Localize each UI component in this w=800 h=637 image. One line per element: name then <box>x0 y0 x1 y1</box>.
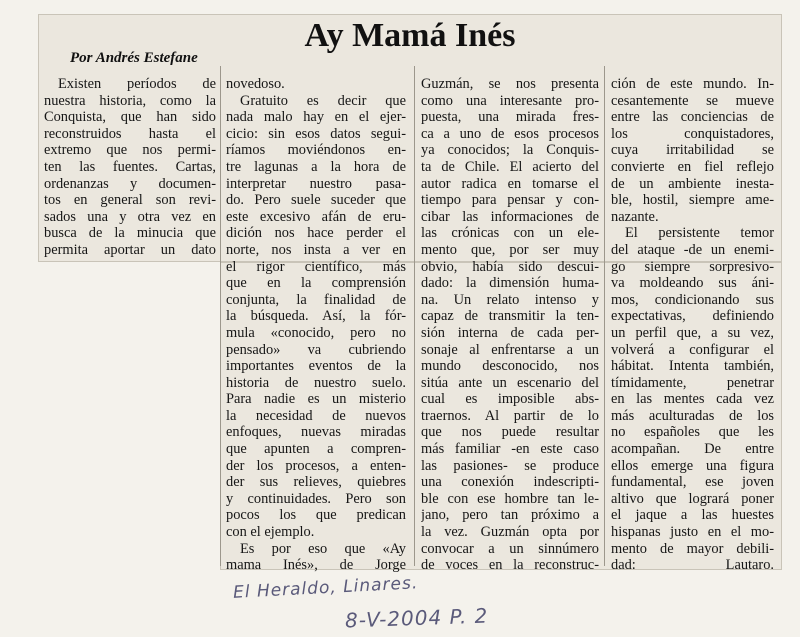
article-line: cibar las informaciones de <box>421 208 599 225</box>
article-line: novedoso. <box>226 76 285 92</box>
article-line: el jaque a las huestes <box>611 507 774 524</box>
article-line: ya conocidos; la Conquis- <box>421 142 599 159</box>
article-line: nazante. <box>611 208 659 225</box>
article-column-1 <box>44 76 216 259</box>
article-line: pocos los que predican <box>226 507 406 524</box>
article-line: extremo que nos permi- <box>44 142 216 159</box>
article-line: na. Un relato intenso y <box>421 291 599 308</box>
article-line: cicio: sin esos datos segui- <box>226 125 406 142</box>
article-column-3 <box>421 76 599 574</box>
handwritten-source-note: El Heraldo, Linares. <box>232 573 419 603</box>
article-line: enfoques, nuevas miradas <box>226 424 406 441</box>
article-line: ellos emerge una figura <box>611 457 774 474</box>
handwritten-date-note: 8-V-2004 P. 2 <box>344 603 489 633</box>
article-byline: Por Andrés Estefane <box>70 50 198 66</box>
article-line: pensado» va cubriendo <box>226 341 406 358</box>
article-line: dad: Lautaro. <box>611 557 774 574</box>
article-line: jano, pero tan próximo a <box>421 507 599 524</box>
article-line: no españoles que les <box>611 424 774 441</box>
article-line: interpretar nuestro pasa- <box>226 175 406 192</box>
article-line: que en la comprensión <box>226 275 406 292</box>
article-line: en las mentes cada vez <box>611 391 774 408</box>
article-line: Para nadie es un misterio <box>226 391 406 408</box>
article-line: conjunta, la finalidad de <box>226 291 406 308</box>
article-line: autor radica en tomarse el <box>421 175 599 192</box>
article-line: acompañan. De entre <box>611 441 774 458</box>
article-line: sonaje al enfrentarse a un <box>421 341 599 358</box>
article-line: las crónicas con un ele- <box>421 225 599 242</box>
article-line: cesantemente se mueve <box>611 92 774 109</box>
article-line: Es por eso que «Ay <box>240 540 406 557</box>
article-line: do. Pero suele suceder que <box>226 192 406 209</box>
article-line: mento que, por ser muy <box>421 241 599 258</box>
article-line: traernos. Al partir de lo <box>421 407 599 424</box>
article-line: tos en general son revi- <box>44 192 216 209</box>
article-line: ríamos moviéndonos en- <box>226 142 406 159</box>
article-line: ca a uno de esos procesos <box>421 125 599 142</box>
article-line: los conquistadores, <box>611 125 774 142</box>
article-line: este excesivo afán de eru- <box>226 208 406 225</box>
article-line: puesta, una mirada fres- <box>421 109 599 126</box>
article-line: cual es imposible abs- <box>421 391 599 408</box>
article-line: y continuidades. Pero son <box>226 490 406 507</box>
article-line: norte, nos insta a ver en <box>226 241 406 258</box>
article-line: El persistente temor <box>625 225 774 242</box>
column-rule <box>604 66 605 566</box>
article-line: busca de la minucia que <box>44 225 216 242</box>
article-line: Conquista, que han sido <box>44 109 216 126</box>
article-line: ordenanzas y documen- <box>44 175 216 192</box>
article-line: la búsqueda. Así, la fór- <box>226 308 406 325</box>
article-line: sados una y otra vez en <box>44 208 216 225</box>
column-rule <box>414 66 415 566</box>
article-column-2 <box>226 76 406 574</box>
article-line: mula «conocido, pero no <box>226 324 406 341</box>
article-line: ble con ese hombre tan le- <box>421 490 599 507</box>
article-line: una conexión indescripti- <box>421 474 599 491</box>
article-line: capaz de transmitir la ten- <box>421 308 599 325</box>
article-line: convocar a un sinnúmero <box>421 540 599 557</box>
article-line: permita aportar un dato <box>44 241 216 258</box>
article-line: dición nos hace perder el <box>226 225 406 242</box>
article-line: nada malo hay en el ejer- <box>226 109 406 126</box>
article-line: fundamental, ese joven <box>611 474 774 491</box>
article-line: sitúa ante un escenario del <box>421 374 599 391</box>
article-line: tímidamente, penetrar <box>611 374 774 391</box>
article-line: go siempre sorpresivo- <box>611 258 774 275</box>
article-line: convierte en fiel reflejo <box>611 158 774 175</box>
article-column-4 <box>611 76 774 574</box>
article-line: tiempo para pensar y con- <box>421 192 599 209</box>
article-line: nuestra historia, como la <box>44 92 216 109</box>
article-line: un perfil que, a su vez, <box>611 324 774 341</box>
article-line: que nos puede resultar <box>421 424 599 441</box>
article-line: reconstruidos hasta el <box>44 125 216 142</box>
article-line: las pasiones- se produce <box>421 457 599 474</box>
article-line: entre las conciencias de <box>611 109 774 126</box>
article-line: ten las fuentes. Cartas, <box>44 158 216 175</box>
article-line: volverá a configurar el <box>611 341 774 358</box>
article-line: sión interna de cada per- <box>421 324 599 341</box>
article-line: va moldeando sus áni- <box>611 275 774 292</box>
article-line: historia de nuestro suelo. <box>226 374 406 391</box>
column-rule <box>220 66 221 566</box>
article-line: obvio, había sido descui- <box>421 258 599 275</box>
article-line: expectativas, definiendo <box>611 308 774 325</box>
article-line: mento de mayor debili- <box>611 540 774 557</box>
article-line: mundo desconocido, nos <box>421 358 599 375</box>
article-line: cuya irritabilidad se <box>611 142 774 159</box>
article-line: dado: la dimensión huma- <box>421 275 599 292</box>
article-title: Ay Mamá Inés <box>304 17 516 54</box>
article-line: de un ambiente inesta- <box>611 175 774 192</box>
article-line: mama Inés», de Jorge <box>226 557 406 574</box>
article-line: el rigor científico, más <box>226 258 406 275</box>
article-line: ción de este mundo. In- <box>611 76 774 92</box>
article-line: la necesidad de nuevos <box>226 407 406 424</box>
article-line: altivo que logrará poner <box>611 490 774 507</box>
article-line: Guzmán, se nos presenta <box>421 76 599 92</box>
article-line: ble, hostil, siempre ame- <box>611 192 774 209</box>
article-line: der sus relieves, quiebres <box>226 474 406 491</box>
article-line: del ataque -de un enemi- <box>611 241 774 258</box>
article-line: más familiar -en este caso <box>421 441 599 458</box>
article-line: Gratuito es decir que <box>240 92 406 109</box>
article-line: der los procesos, a enten- <box>226 457 406 474</box>
article-line: con el ejemplo. <box>226 524 315 541</box>
article-line: que apunten a compren- <box>226 441 406 458</box>
article-line: ta de Chile. El acierto del <box>421 158 599 175</box>
article-line: como una interesante pro- <box>421 92 599 109</box>
article-line: de voces en la reconstruc- <box>421 557 599 574</box>
article-line: la vez. Guzmán opta por <box>421 524 599 541</box>
article-line: Existen períodos de <box>58 76 216 92</box>
article-line: más aculturadas de los <box>611 407 774 424</box>
article-line: importantes eventos de la <box>226 358 406 375</box>
article-line: mos, condicionando sus <box>611 291 774 308</box>
article-line: hábitat. Intenta también, <box>611 358 774 375</box>
article-line: hispanas justo en el mo- <box>611 524 774 541</box>
article-line: tre lagunas a la hora de <box>226 158 406 175</box>
